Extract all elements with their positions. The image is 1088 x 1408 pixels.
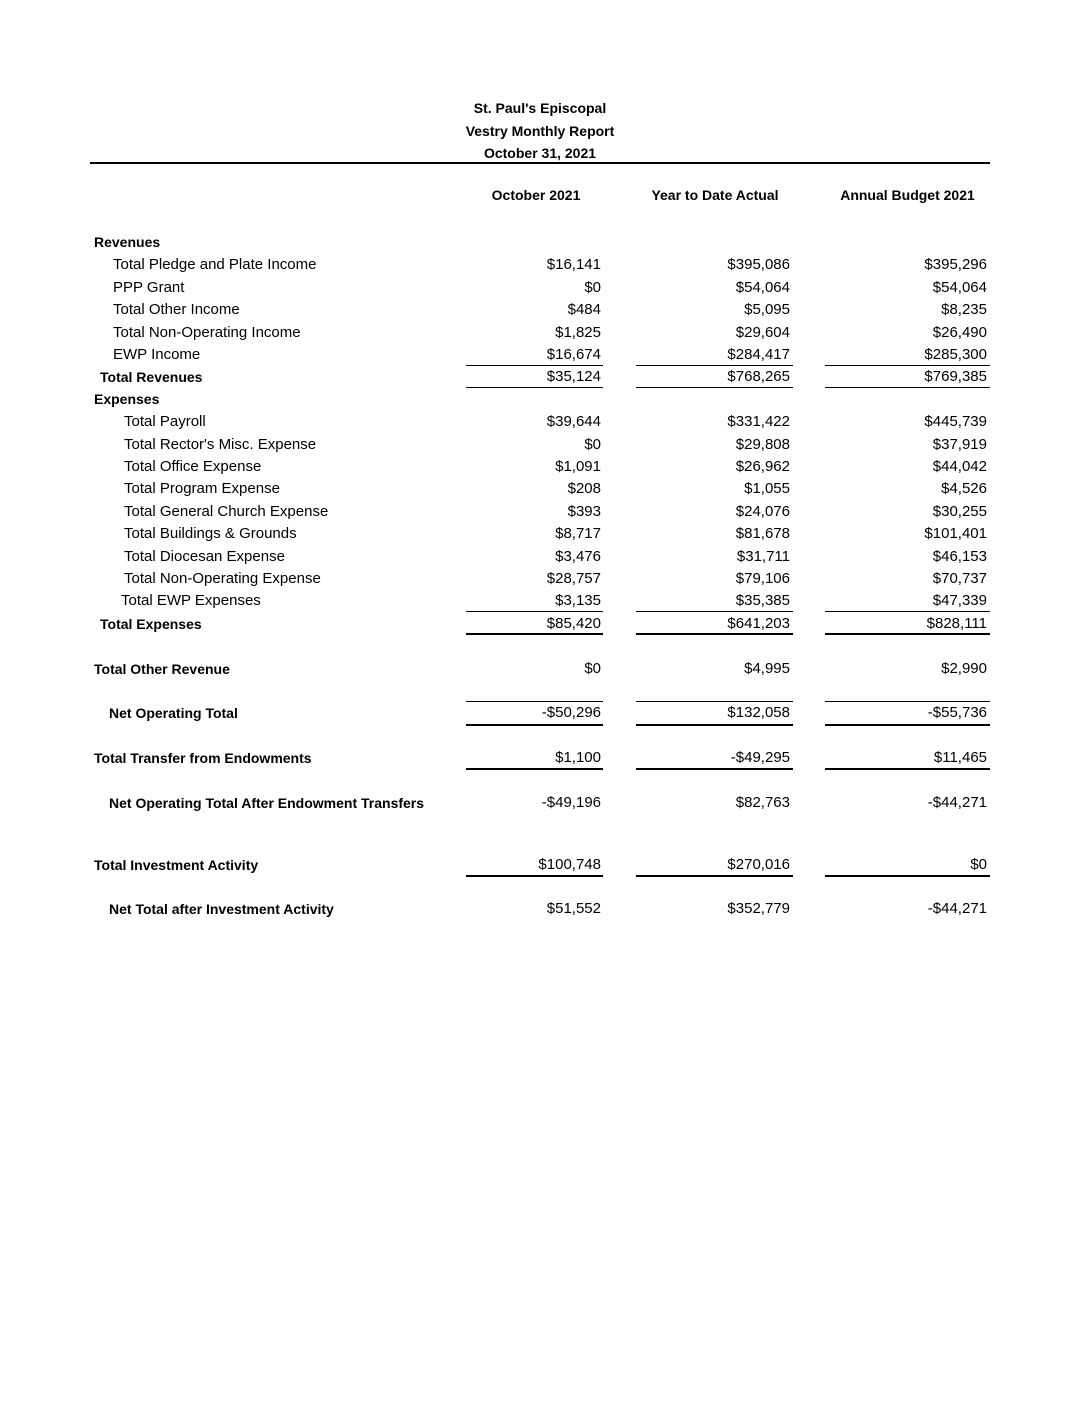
- row-value-ytd: $641,203: [727, 615, 790, 632]
- net-after-endowment-row: [0, 792, 1088, 814]
- row-value-budget: $101,401: [924, 525, 987, 542]
- row-value-month: $3,476: [555, 548, 601, 565]
- table-row: [0, 568, 1088, 590]
- subtotal-rule: [466, 611, 603, 612]
- row-value-ytd: $29,808: [735, 436, 790, 453]
- row-label: Total Other Revenue: [94, 661, 230, 677]
- table-row: [0, 523, 1088, 545]
- row-value-month: $0: [584, 436, 601, 453]
- row-value-month: $35,124: [546, 368, 601, 385]
- section-label: Expenses: [94, 391, 160, 407]
- row-label: Total Transfer from Endowments: [94, 750, 312, 766]
- total-rule: [825, 633, 990, 635]
- total-other-revenue-row: [0, 658, 1088, 680]
- total-revenues-row: [0, 366, 1088, 388]
- row-value-budget: -$55,736: [927, 704, 987, 721]
- row-value-ytd: $395,086: [727, 256, 790, 273]
- row-value-month: $16,141: [546, 256, 601, 273]
- row-label: Total Rector's Misc. Expense: [124, 436, 317, 453]
- section-label: Revenues: [94, 234, 161, 250]
- row-value-month: $1,825: [555, 324, 601, 341]
- row-label: Total Investment Activity: [94, 857, 259, 873]
- row-label: Net Operating Total: [109, 705, 238, 721]
- report-title: Vestry Monthly Report: [465, 123, 615, 139]
- net-after-investment-row: [0, 898, 1088, 920]
- row-value-budget: $11,465: [933, 749, 987, 766]
- row-value-budget: $54,064: [932, 279, 987, 296]
- total-rule: [466, 768, 603, 770]
- row-label: Total Pledge and Plate Income: [113, 256, 317, 273]
- header-rule: [90, 162, 990, 164]
- row-value-budget: $8,235: [941, 301, 987, 318]
- col-header-budget: Annual Budget 2021: [840, 187, 975, 203]
- total-rule: [636, 875, 793, 877]
- total-rule: [825, 724, 990, 726]
- row-value-ytd: $82,763: [735, 794, 790, 811]
- report-org: St. Paul's Episcopal: [473, 100, 607, 116]
- row-label: Net Operating Total After Endowment Transfers: [109, 795, 425, 811]
- table-row: [0, 277, 1088, 299]
- row-label: Total Program Expense: [124, 480, 280, 497]
- table-row: [0, 299, 1088, 321]
- table-row: [0, 322, 1088, 344]
- table-row: [0, 501, 1088, 523]
- row-value-ytd: $54,064: [735, 279, 790, 296]
- row-value-ytd: $352,779: [727, 900, 790, 917]
- row-value-month: $8,717: [555, 525, 601, 542]
- table-row: [0, 434, 1088, 456]
- row-value-ytd: $79,106: [735, 570, 790, 587]
- row-value-month: $1,100: [555, 749, 601, 766]
- row-value-budget: $30,255: [932, 503, 987, 520]
- table-row: [0, 344, 1088, 366]
- row-label: Total General Church Expense: [124, 503, 329, 520]
- row-value-ytd: $24,076: [735, 503, 790, 520]
- row-value-month: $393: [567, 503, 601, 520]
- row-value-budget: -$44,271: [927, 794, 987, 811]
- total-rule: [466, 724, 603, 726]
- subtotal-rule: [636, 611, 793, 612]
- row-value-month: $0: [584, 660, 601, 677]
- row-value-ytd: -$49,295: [730, 749, 790, 766]
- row-label: EWP Income: [113, 346, 201, 363]
- total-rule: [825, 875, 990, 877]
- table-row: [0, 478, 1088, 500]
- total-rule: [466, 875, 603, 877]
- row-value-budget: $2,990: [941, 660, 987, 677]
- total-rule: [825, 768, 990, 770]
- row-value-ytd: $5,095: [744, 301, 790, 318]
- row-label: Total Expenses: [100, 616, 202, 632]
- row-value-budget: $0: [970, 856, 987, 873]
- row-label: Total Other Income: [113, 301, 240, 318]
- row-value-month: $3,135: [555, 592, 601, 609]
- row-label: Total Non-Operating Expense: [124, 570, 321, 587]
- row-value-budget: $445,739: [924, 413, 987, 430]
- total-rule: [636, 633, 793, 635]
- row-value-month: $100,748: [538, 856, 601, 873]
- total-rule: [466, 633, 603, 635]
- row-label: PPP Grant: [113, 279, 185, 296]
- row-value-month: $28,757: [546, 570, 601, 587]
- row-value-ytd: $284,417: [727, 346, 790, 363]
- row-value-budget: $828,111: [926, 615, 987, 632]
- table-row: [0, 456, 1088, 478]
- col-header-ytd: Year to Date Actual: [651, 187, 779, 203]
- row-value-month: $208: [567, 480, 601, 497]
- total-rule: [636, 768, 793, 770]
- table-row: [0, 590, 1088, 612]
- row-value-month: $51,552: [546, 900, 601, 917]
- row-value-ytd: $768,265: [727, 368, 790, 385]
- table-row: [0, 546, 1088, 568]
- row-value-month: -$49,196: [541, 794, 601, 811]
- row-value-budget: $47,339: [932, 592, 987, 609]
- row-value-budget: $769,385: [924, 368, 987, 385]
- total-expenses-row: [0, 613, 1088, 635]
- row-value-ytd: $29,604: [735, 324, 790, 341]
- row-label: Total Diocesan Expense: [124, 548, 285, 565]
- row-value-budget: $70,737: [932, 570, 987, 587]
- row-value-month: $0: [584, 279, 601, 296]
- section-revenues: [0, 231, 1088, 253]
- row-label: Total EWP Expenses: [121, 592, 261, 609]
- row-label: Total Payroll: [124, 413, 206, 430]
- col-header-month: October 2021: [491, 187, 581, 203]
- report-date: October 31, 2021: [483, 145, 597, 161]
- row-value-month: $484: [567, 301, 601, 318]
- subtotal-rule: [825, 611, 990, 612]
- section-expenses: [0, 388, 1088, 410]
- row-label: Total Office Expense: [124, 458, 262, 475]
- row-value-month: $1,091: [555, 458, 601, 475]
- row-value-ytd: $4,995: [744, 660, 790, 677]
- row-value-ytd: $35,385: [735, 592, 790, 609]
- table-row: [0, 254, 1088, 276]
- row-value-ytd: $26,962: [735, 458, 790, 475]
- row-value-budget: $395,296: [924, 256, 987, 273]
- row-value-month: $39,644: [546, 413, 601, 430]
- row-value-ytd: $81,678: [735, 525, 790, 542]
- row-value-budget: $46,153: [932, 548, 987, 565]
- row-value-budget: $26,490: [932, 324, 987, 341]
- row-value-month: $85,420: [546, 615, 601, 632]
- row-value-budget: $4,526: [941, 480, 987, 497]
- row-value-ytd: $1,055: [744, 480, 790, 497]
- investment-activity-row: [0, 854, 1088, 876]
- row-value-budget: $37,919: [932, 436, 987, 453]
- row-value-ytd: $331,422: [727, 413, 790, 430]
- row-value-budget: $44,042: [932, 458, 987, 475]
- row-value-budget: $285,300: [924, 346, 987, 363]
- total-rule: [636, 724, 793, 726]
- table-row: [0, 411, 1088, 433]
- row-value-ytd: $132,058: [727, 704, 790, 721]
- row-label: Total Non-Operating Income: [113, 324, 301, 341]
- net-operating-row: [0, 702, 1088, 724]
- row-label: Total Buildings & Grounds: [124, 525, 297, 542]
- row-label: Net Total after Investment Activity: [109, 901, 334, 917]
- row-value-budget: -$44,271: [927, 900, 987, 917]
- endowment-transfer-row: [0, 747, 1088, 769]
- row-value-ytd: $270,016: [727, 856, 790, 873]
- row-label: Total Revenues: [100, 369, 203, 385]
- row-value-month: $16,674: [546, 346, 601, 363]
- row-value-ytd: $31,711: [736, 548, 790, 565]
- row-value-month: -$50,296: [541, 704, 601, 721]
